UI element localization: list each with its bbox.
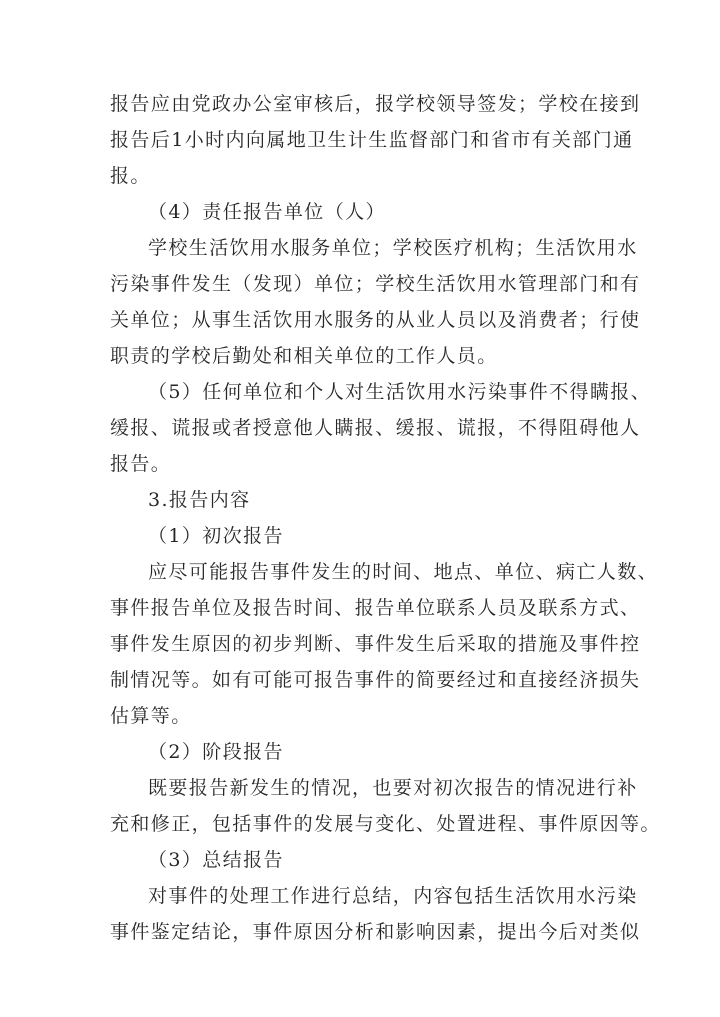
text-line: 制情况等。如有可能可报告事件的简要经过和直接经济损失 (110, 669, 641, 691)
text-line: （5）任何单位和个人对生活饮用水污染事件不得瞒报、 (148, 381, 652, 403)
text-line: 对事件的处理工作进行总结，内容包括生活饮用水污染 (148, 885, 638, 907)
text-line: 关单位；从事生活饮用水服务的从业人员以及消费者；行使 (110, 309, 641, 331)
text-line: 学校生活饮用水服务单位；学校医疗机构；生活饮用水 (148, 237, 638, 259)
text-line: 充和修正，包括事件的发展与变化、处置进程、事件原因等。 (110, 813, 661, 835)
text-line: 污染事件发生（发现）单位；学校生活饮用水管理部门和有 (110, 273, 641, 295)
text-line: 职责的学校后勤处和相关单位的工作人员。 (110, 345, 498, 367)
text-line: 应尽可能报告事件发生的时间、地点、单位、病亡人数、 (148, 561, 659, 583)
text-line: 报告。 (110, 453, 172, 475)
text-line: 估算等。 (110, 705, 192, 727)
text-line: 缓报、谎报或者授意他人瞒报、缓报、谎报，不得阻碍他人 (110, 417, 641, 439)
section-heading: （1）初次报告 (148, 525, 284, 547)
section-heading: 3.报告内容 (148, 489, 251, 511)
text-line: 报。 (110, 165, 151, 187)
section-heading: （4）责任报告单位（人） (148, 201, 386, 223)
section-heading: （3）总结报告 (148, 849, 284, 871)
text-line: 既要报告新发生的情况，也要对初次报告的情况进行补 (148, 777, 638, 799)
section-heading: （2）阶段报告 (148, 741, 284, 763)
text-line: 事件报告单位及报告时间、报告单位联系人员及联系方式、 (110, 597, 641, 619)
text-line: 事件发生原因的初步判断、事件发生后采取的措施及事件控 (110, 633, 641, 655)
text-line: 事件鉴定结论，事件原因分析和影响因素，提出今后对类似 (110, 921, 641, 943)
text-line: 报告后1小时内向属地卫生计生监督部门和省市有关部门通 (110, 129, 634, 151)
text-line: 报告应由党政办公室审核后，报学校领导签发；学校在接到 (110, 93, 641, 115)
